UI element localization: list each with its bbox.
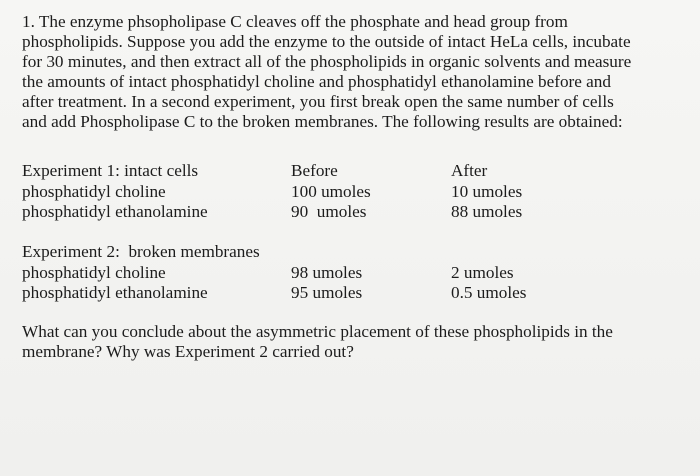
question-line: What can you conclude about the asymmetric placement of these phospholipids in the xyxy=(22,322,613,341)
question-text xyxy=(22,322,682,362)
before-value: 95 umoles xyxy=(291,283,363,303)
intro-line: for 30 minutes, and then extract all of the phospholipids in organic solvents and measure xyxy=(22,52,632,71)
phospholipid-name: phosphatidyl ethanolamine xyxy=(22,283,208,303)
before-value: 98 umoles xyxy=(291,262,363,282)
before-value: 90 umoles xyxy=(291,202,367,222)
intro-line: after treatment. In a second experiment, you first break open the same number of cells xyxy=(22,92,614,111)
before-header: Before xyxy=(291,161,338,180)
phospholipid-name: phosphatidyl choline xyxy=(22,262,166,282)
phospholipid-name: phosphatidyl ethanolamine xyxy=(22,202,208,222)
after-value: 0.5 umoles xyxy=(451,283,527,303)
phospholipid-name: phosphatidyl choline xyxy=(22,181,166,201)
experiment-2-label: Experiment 2: broken membranes xyxy=(22,242,260,261)
intro-line: phospholipids. Suppose you add the enzyme to the outside of intact HeLa cells, incubate xyxy=(22,32,631,51)
before-value: 100 umoles xyxy=(291,181,371,201)
question-line: membrane? Why was Experiment 2 carried out? xyxy=(22,342,354,361)
after-header: After xyxy=(451,161,488,180)
after-value: 88 umoles xyxy=(451,202,523,222)
after-value: 2 umoles xyxy=(451,262,514,282)
experiment-1-label: Experiment 1: intact cells xyxy=(22,161,199,180)
intro-line: and add Phospholipase C to the broken membranes. The following results are obtained: xyxy=(22,112,623,131)
intro-line: the amounts of intact phosphatidyl choline and phosphatidyl ethanolamine before and xyxy=(22,72,611,91)
intro-line: 1. The enzyme phsopholipase C cleaves off the phosphate and head group from xyxy=(22,12,568,31)
problem-intro xyxy=(22,12,682,132)
after-value: 10 umoles xyxy=(451,181,523,201)
